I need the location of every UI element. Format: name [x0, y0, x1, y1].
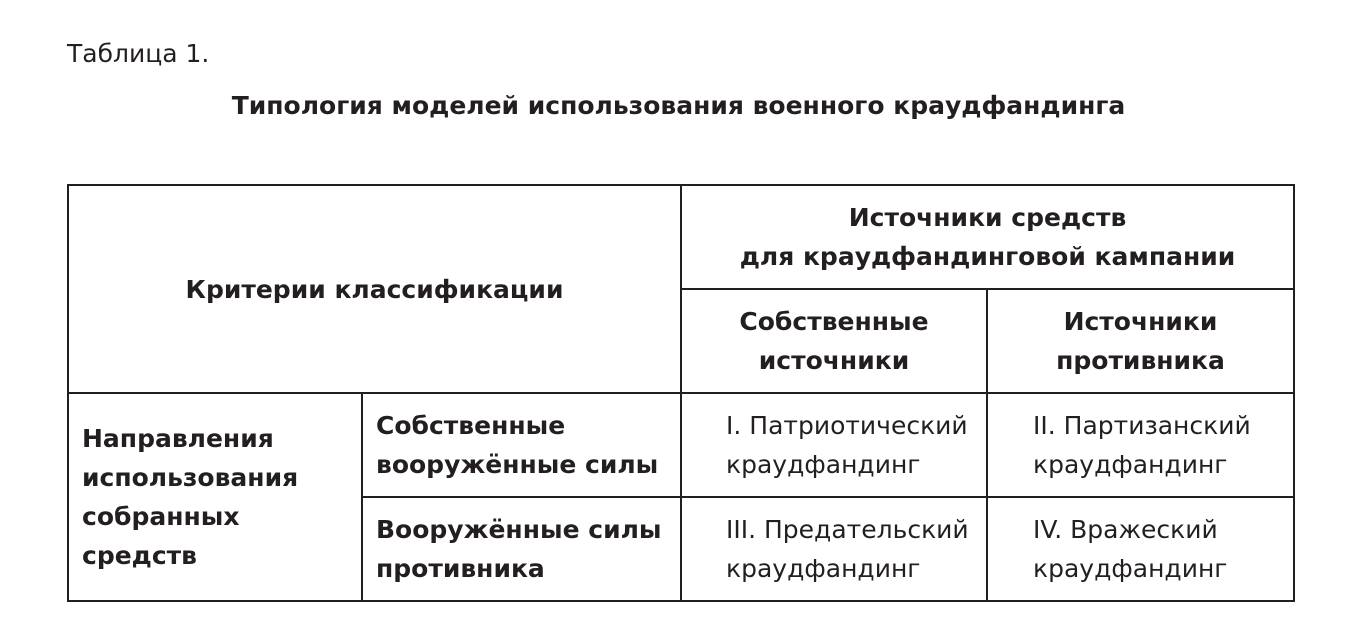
hostile-line-1: IV. Вражеский: [1033, 515, 1218, 544]
traitorous-cell: [681, 497, 987, 601]
enemy-forces-cell: [362, 497, 681, 601]
patriotic-line-1: I. Патриотический: [726, 411, 968, 440]
own-sources-header-line-1: Собственные: [739, 307, 929, 336]
own-sources-header-cell: [681, 289, 987, 393]
sources-header-cell: [681, 185, 1294, 289]
enemy-forces-line-1: Вооружённые силы: [376, 515, 662, 544]
enemy-sources-header-line-1: Источники: [1063, 307, 1218, 336]
own-forces-line-1: Собственные: [376, 411, 566, 440]
directions-header-line-4: средств: [82, 541, 197, 570]
hostile-line-2: краудфандинг: [1033, 554, 1228, 583]
partisan-cell: [987, 393, 1294, 497]
partisan-line-1: II. Партизанский: [1033, 411, 1251, 440]
hostile-cell: [987, 497, 1294, 601]
typology-table: [67, 184, 1295, 602]
directions-header-cell: [68, 393, 362, 601]
traitorous-line-2: краудфандинг: [726, 554, 921, 583]
patriotic-line-2: краудфандинг: [726, 450, 921, 479]
criteria-header-cell: [68, 185, 681, 393]
own-forces-cell: [362, 393, 681, 497]
own-sources-header-line-2: источники: [758, 346, 910, 375]
table-title: Типология моделей использования военного краудфандинга: [231, 91, 1126, 120]
sources-header-line-1: Источники средств: [848, 203, 1127, 232]
enemy-sources-header-line-2: противника: [1056, 346, 1225, 375]
traitorous-line-1: III. Предательский: [726, 515, 969, 544]
own-forces-line-2: вооружённые силы: [376, 450, 659, 479]
table-caption: Таблица 1.: [67, 39, 210, 68]
sources-header-line-2: для краудфандинговой кампании: [739, 242, 1236, 271]
directions-header-line-1: Направления: [82, 424, 274, 453]
patriotic-cell: [681, 393, 987, 497]
directions-header-line-2: использования: [82, 463, 299, 492]
enemy-sources-header-cell: [987, 289, 1294, 393]
directions-header-line-3: собранных: [82, 502, 240, 531]
enemy-forces-line-2: противника: [376, 554, 545, 583]
partisan-line-2: краудфандинг: [1033, 450, 1228, 479]
criteria-header: Критерии классификации: [185, 274, 564, 304]
